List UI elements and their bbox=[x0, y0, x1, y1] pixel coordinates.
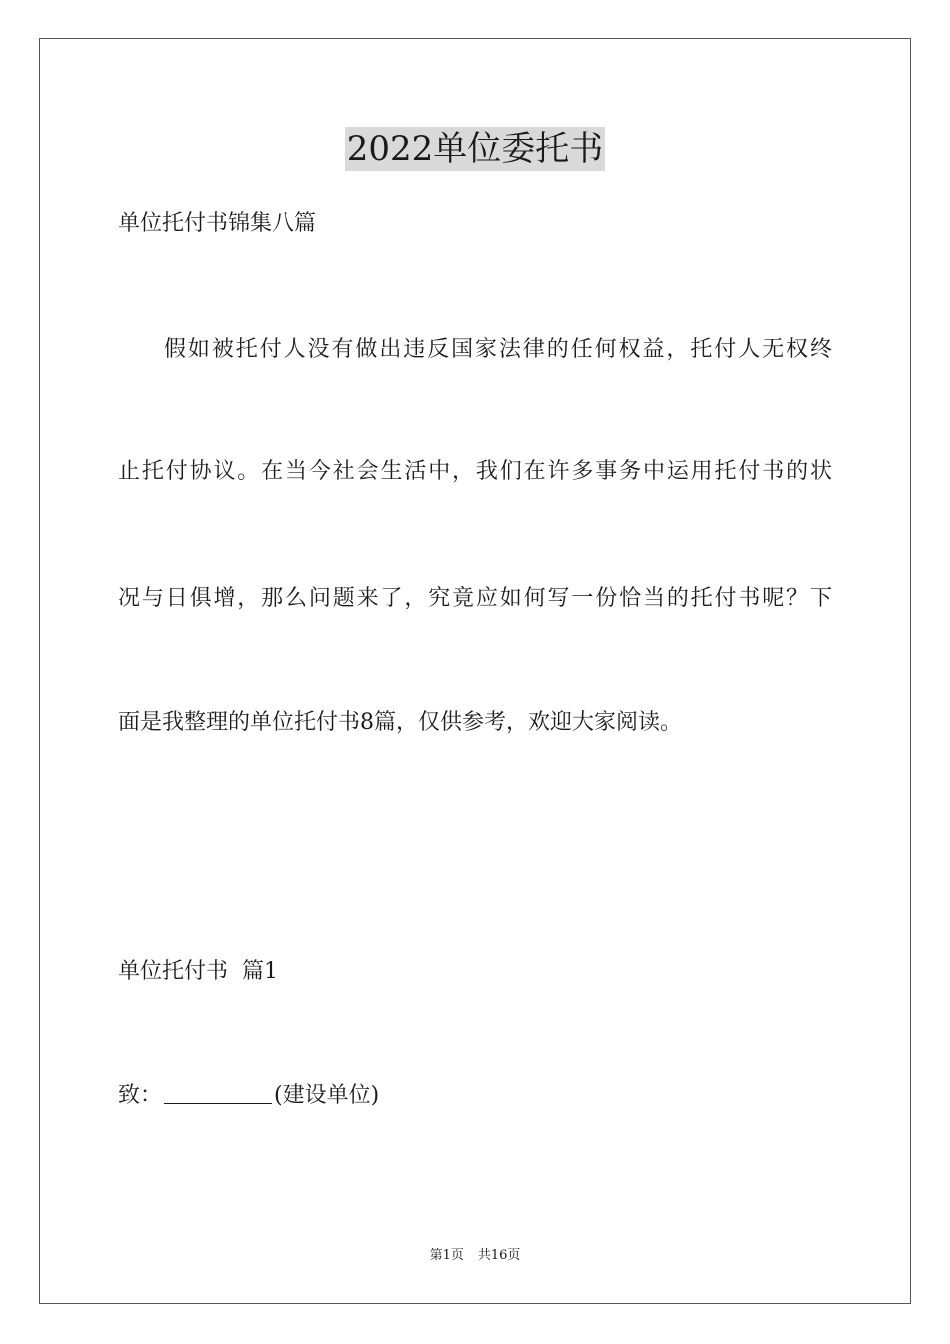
page-current: 第1页 bbox=[429, 1248, 464, 1263]
to-suffix: (建设单位) bbox=[274, 1083, 380, 1108]
page-total: 共16页 bbox=[477, 1248, 521, 1263]
page-footer bbox=[0, 1247, 950, 1265]
to-label: 致： bbox=[118, 1083, 163, 1108]
intro-line-3: 况与日俱增，那么问题来了，究竟应如何写一份恰当的托付书呢？下 bbox=[118, 586, 832, 611]
intro-line-1: 假如被托付人没有做出违反国家法律的任何权益，托付人无权终 bbox=[164, 337, 832, 362]
document-title: 2022单位委托书 bbox=[346, 129, 604, 169]
to-line bbox=[118, 1081, 379, 1111]
document-subtitle: 单位托付书锦集八篇 bbox=[118, 211, 317, 236]
addressee-blank bbox=[164, 1081, 272, 1104]
title-wrap bbox=[0, 127, 950, 171]
intro-line-2: 止托付协议。在当今社会生活中，我们在许多事务中运用托付书的状 bbox=[118, 459, 832, 484]
intro-line-4: 面是我整理的单位托付书8篇，仅供参考，欢迎大家阅读。 bbox=[118, 710, 682, 735]
section-heading: 单位托付书 篇1 bbox=[118, 959, 278, 984]
